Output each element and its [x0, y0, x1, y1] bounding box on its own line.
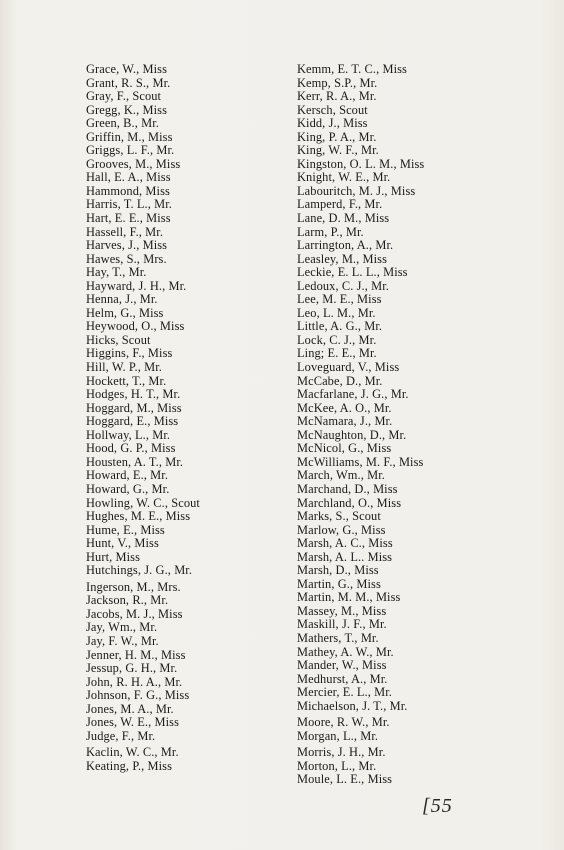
list-item: Harris, T. L., Mr.	[86, 197, 172, 212]
list-item: March, Wm., Mr.	[297, 468, 385, 483]
list-item: Jay, F. W., Mr.	[86, 633, 159, 648]
list-item: Massey, M., Miss	[297, 603, 387, 618]
list-item: Jay, Wm., Mr.	[86, 620, 158, 635]
list-item: Griggs, L. F., Mr.	[86, 143, 175, 158]
list-item: Jenner, H. M., Miss	[86, 647, 186, 662]
list-item: Hoggard, E., Miss	[86, 414, 179, 429]
list-item: Keating, P., Miss	[86, 758, 173, 773]
list-item: Hoggard, M., Miss	[86, 400, 182, 415]
list-item: Hutchings, J. G., Mr.	[86, 563, 193, 578]
list-item: Gray, F., Scout	[86, 89, 162, 104]
list-item: Mander, W., Miss	[297, 658, 387, 673]
list-item: Hollway, L., Mr.	[86, 427, 171, 442]
list-item: Ledoux, C. J., Mr.	[297, 278, 389, 293]
list-item: Griffin, M., Miss	[86, 129, 173, 144]
list-item: Hume, E., Miss	[86, 522, 165, 537]
list-item: McNamara, J., Mr.	[297, 414, 393, 429]
list-item: McNicol, G., Miss	[297, 441, 392, 456]
list-item: Helm, G., Miss	[86, 305, 164, 320]
list-item: Kidd, J., Miss	[297, 116, 368, 131]
list-item: Kemp, S.P., Mr.	[297, 75, 378, 90]
list-item: McKee, A. O., Mr.	[297, 400, 392, 415]
list-item: Hicks, Scout	[86, 332, 151, 347]
list-item: Morgan, L., Mr.	[297, 728, 379, 743]
list-item: Leckie, E. L. L., Miss	[297, 265, 408, 280]
list-item: Moule, L. E., Miss	[297, 772, 393, 787]
list-item: Grant, R. S., Mr.	[86, 75, 171, 90]
list-item: Little, A. G., Mr.	[297, 319, 383, 334]
list-item: Macfarlane, J. G., Mr.	[297, 387, 409, 402]
list-item: Lock, C. J., Mr.	[297, 332, 377, 347]
list-item: Martin, G., Miss	[297, 576, 381, 591]
list-item: Ingerson, M., Mrs.	[86, 579, 181, 594]
list-item: Marchand, D., Miss	[297, 481, 398, 496]
page-number: [55	[422, 795, 453, 817]
name-list-right	[297, 63, 424, 787]
list-item: Hammond, Miss	[86, 183, 170, 198]
list-item: Jacobs, M. J., Miss	[86, 606, 183, 621]
list-item: Grace, W., Miss	[86, 62, 167, 76]
list-item: McNaughton, D., Mr.	[297, 427, 407, 442]
list-item: Michaelson, J. T., Mr.	[297, 698, 408, 713]
list-item: Hodges, H. T., Mr.	[86, 387, 181, 402]
list-item: Marlow, G., Miss	[297, 522, 386, 537]
list-item: Marks, S., Scout	[297, 509, 381, 524]
list-item: Hart, E. E., Miss	[86, 211, 171, 226]
list-item: Mercier, E. L., Mr.	[297, 685, 392, 700]
list-item: Knight, W. E., Mr.	[297, 170, 391, 185]
list-item: Higgins, F., Miss	[86, 346, 173, 361]
list-item: Kingston, O. L. M., Miss	[297, 156, 425, 171]
list-item: Hay, T., Mr.	[86, 265, 147, 280]
list-item: Housten, A. T., Mr.	[86, 454, 184, 469]
list-item: Maskill, J. F., Mr.	[297, 617, 387, 632]
list-item: Kemm, E. T. C., Miss	[297, 62, 407, 76]
list-item: Morris, J. H., Mr.	[297, 745, 386, 760]
list-item: Hurt, Miss	[86, 549, 141, 564]
list-item: Hughes, M. E., Miss	[86, 509, 191, 524]
list-item: Howard, E., Mr.	[86, 468, 169, 483]
list-item: Moore, R. W., Mr.	[297, 715, 390, 730]
list-item: Lee, M. E., Miss	[297, 292, 382, 307]
list-item: Jessup, G. H., Mr.	[86, 661, 178, 676]
list-item: Henna, J., Mr.	[86, 292, 158, 307]
list-item: Lane, D. M., Miss	[297, 211, 390, 226]
list-item: Lamperd, F., Mr.	[297, 197, 383, 212]
list-item: Mathers, T., Mr.	[297, 630, 379, 645]
list-item: Johnson, F. G., Miss	[86, 688, 190, 703]
list-item: Kersch, Scout	[297, 102, 368, 117]
list-item: Mathey, A. W., Mr.	[297, 644, 394, 659]
list-item: Medhurst, A., Mr.	[297, 671, 388, 686]
list-item: Marsh, A. C., Miss	[297, 536, 393, 551]
list-item: McCabe, D., Mr.	[297, 373, 383, 388]
list-item: Larm, P., Mr.	[297, 224, 364, 239]
list-item: Ling; E. E., Mr.	[297, 346, 377, 361]
list-item: Kaclin, W. C., Mr.	[86, 745, 179, 760]
list-item: Marsh, D., Miss	[297, 563, 379, 578]
list-item: Howard, G., Mr.	[86, 481, 170, 496]
list-item: King, W. F., Mr.	[297, 143, 379, 158]
list-item: Morton, L., Mr.	[297, 758, 377, 773]
list-item: Jackson, R., Mr.	[86, 593, 169, 608]
list-item: Leasley, M., Miss	[297, 251, 388, 266]
list-item: Hunt, V., Miss	[86, 536, 159, 551]
list-item: Leo, L. M., Mr.	[297, 305, 376, 320]
list-item: Hassell, F., Mr.	[86, 224, 164, 239]
list-item: Judge, F., Mr.	[86, 728, 156, 743]
list-item: King, P. A., Mr.	[297, 129, 377, 144]
list-item: Grooves, M., Miss	[86, 156, 181, 171]
list-item: Martin, M. M., Miss	[297, 590, 401, 605]
list-item: Jones, M. A., Mr.	[86, 701, 174, 716]
list-item: Marchland, O., Miss	[297, 495, 402, 510]
list-item: Heywood, O., Miss	[86, 319, 185, 334]
list-item: John, R. H. A., Mr.	[86, 674, 183, 689]
list-item: Hawes, S., Mrs.	[86, 251, 167, 266]
list-item: Marsh, A. L.. Miss	[297, 549, 393, 564]
list-item: Hill, W. P., Mr.	[86, 360, 162, 375]
list-item: Hall, E. A., Miss	[86, 170, 171, 185]
list-item: Howling, W. C., Scout	[86, 495, 200, 510]
list-item: Hood, G. P., Miss	[86, 441, 176, 456]
list-item: Green, B., Mr.	[86, 116, 159, 131]
list-item: Jones, W. E., Miss	[86, 715, 180, 730]
list-item: Labouritch, M. J., Miss	[297, 183, 416, 198]
list-item: Loveguard, V., Miss	[297, 360, 400, 375]
name-list-left	[86, 63, 200, 773]
list-item: Kerr, R. A., Mr.	[297, 89, 377, 104]
list-item: Hockett, T., Mr.	[86, 373, 167, 388]
list-item: Larrington, A., Mr.	[297, 238, 394, 253]
list-item: McWilliams, M. F., Miss	[297, 454, 424, 469]
list-item: Harves, J., Miss	[86, 238, 168, 253]
list-item: Hayward, J. H., Mr.	[86, 278, 187, 293]
list-item: Gregg, K., Miss	[86, 102, 168, 117]
